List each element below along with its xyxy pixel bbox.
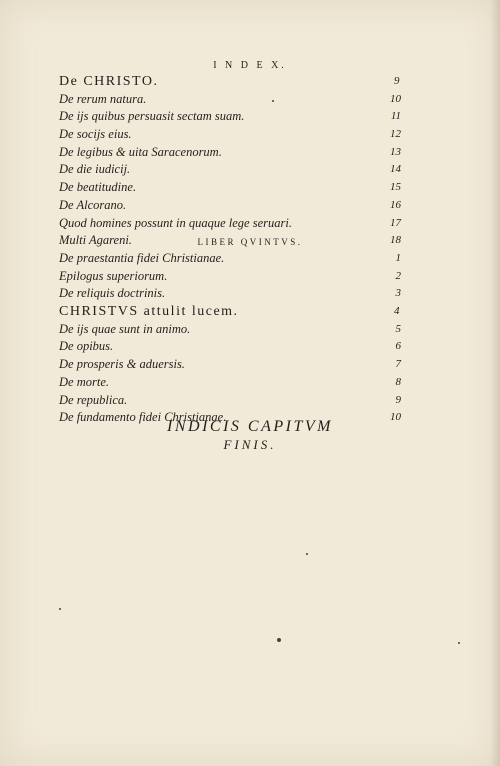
entry-title: CHRISTVS attulit lucem. — [59, 304, 239, 320]
paper-speck — [272, 100, 274, 102]
entry-title: Quod homines possunt in quaque lege seruari. — [59, 215, 292, 230]
index-entry — [59, 108, 399, 126]
entry-title: De ijs quibus persuasit sectam suam. — [59, 109, 245, 124]
entry-title: De prosperis & aduersis. — [59, 357, 185, 372]
entry-title: De Alcorano. — [59, 197, 127, 212]
entry-number: 3 — [395, 287, 401, 300]
entry-number: 17 — [390, 216, 401, 229]
index-entry — [59, 197, 399, 215]
entry-number: 2 — [395, 269, 401, 282]
index-entry — [59, 73, 399, 91]
entry-title: Epilogus superiorum. — [59, 268, 168, 283]
section-heading: LIBER QVINTVS. — [197, 237, 303, 247]
entry-title: De fundamento fidei Christianae. — [59, 410, 227, 425]
index-list-book5 — [59, 250, 399, 427]
entry-title: De opibus. — [59, 339, 114, 354]
entry-number: 15 — [390, 181, 401, 194]
index-entry — [59, 392, 399, 410]
entry-title: Multi Agareni. — [59, 233, 132, 248]
index-entry — [59, 303, 399, 321]
entry-number: 8 — [395, 375, 401, 388]
entry-title: De reliquis doctrinis. — [59, 286, 166, 301]
colophon-line-1: INDICIS CAPITVM — [167, 418, 333, 435]
entry-number: 13 — [390, 145, 401, 158]
entry-number: 7 — [395, 358, 401, 371]
index-entry — [59, 268, 399, 286]
paper-speck — [277, 638, 281, 642]
entry-number: 11 — [390, 110, 401, 123]
entry-title: De die iudicij. — [59, 162, 131, 177]
entry-title: De socijs eius. — [59, 127, 132, 142]
index-entry — [59, 338, 399, 356]
entry-number: 1 — [395, 252, 401, 264]
index-entry — [59, 91, 399, 109]
entry-number: 4 — [394, 305, 401, 318]
entry-number: 9 — [395, 393, 401, 406]
index-entry — [59, 374, 399, 392]
entry-title: De CHRISTO. — [59, 74, 159, 89]
entry-title: De praestantia fidei Christianae. — [59, 251, 225, 265]
index-entry — [59, 179, 399, 197]
running-head: I N D E X. — [213, 60, 287, 71]
index-entry — [59, 126, 399, 144]
page-edge-shadow — [490, 0, 500, 766]
index-entry — [59, 356, 399, 374]
entry-title: De legibus & uita Saracenorum. — [59, 144, 222, 159]
entry-number: 10 — [390, 92, 401, 105]
colophon-line-2: FINIS. — [223, 437, 277, 452]
entry-title: De beatitudine. — [59, 180, 137, 195]
paper-speck — [458, 642, 460, 644]
index-list-book4 — [59, 73, 399, 250]
index-entry — [59, 250, 399, 268]
entry-number: 10 — [390, 411, 401, 424]
entry-title: De rerum natura. — [59, 91, 147, 106]
paper-speck — [306, 553, 308, 555]
entry-number: 14 — [390, 163, 401, 176]
entry-number: 12 — [390, 128, 401, 141]
entry-number: 5 — [395, 322, 401, 335]
entry-title: De ijs quae sunt in animo. — [59, 321, 191, 336]
entry-number: 6 — [395, 340, 401, 353]
index-entry — [59, 215, 399, 233]
entry-number: 16 — [390, 198, 401, 211]
entry-title: De republica. — [59, 392, 128, 407]
entry-number: 9 — [394, 75, 401, 87]
index-entry — [59, 321, 399, 339]
entry-number: 18 — [390, 234, 401, 247]
index-entry — [59, 144, 399, 162]
index-entry — [59, 161, 399, 179]
paper-speck — [59, 608, 61, 610]
index-entry — [59, 285, 399, 303]
entry-title: De morte. — [59, 374, 109, 389]
